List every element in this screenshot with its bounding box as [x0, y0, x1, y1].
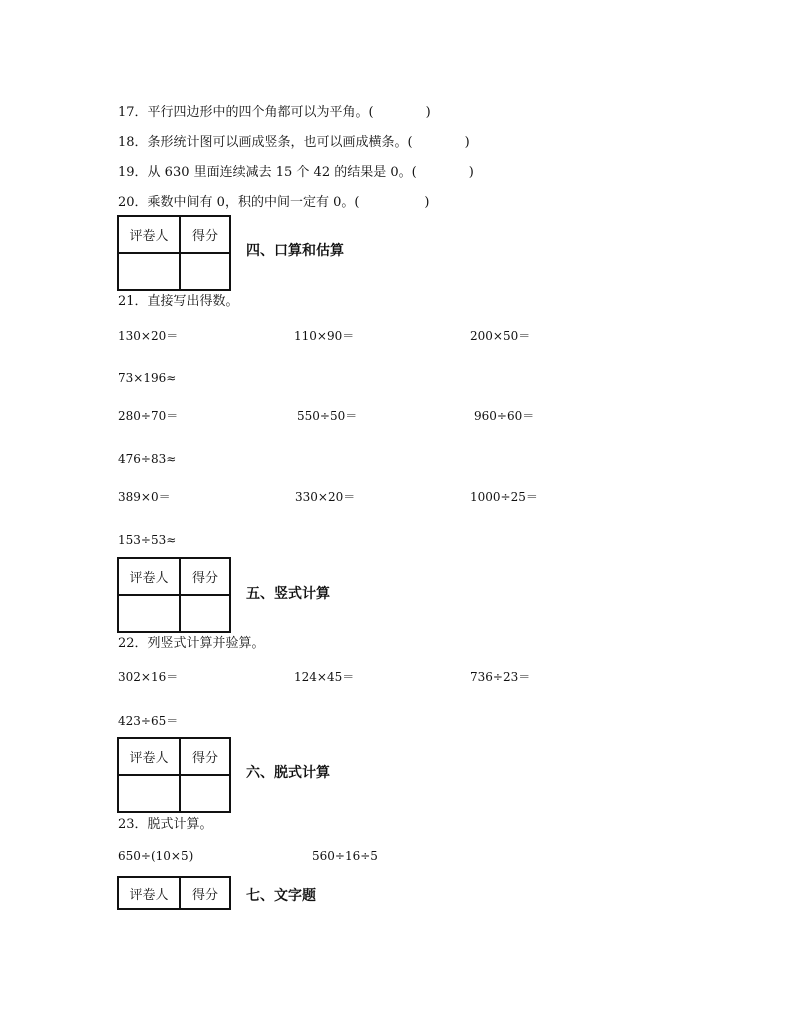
score-box-5 — [117, 557, 231, 633]
q23-expr: 650÷(10×5) — [118, 849, 194, 863]
q21-expr: 153÷53≈ — [118, 533, 177, 547]
score-label: 得分 — [180, 738, 230, 775]
reviewer-label: 评卷人 — [118, 877, 180, 909]
score-label: 得分 — [180, 877, 230, 909]
reviewer-label: 评卷人 — [118, 216, 180, 253]
question-18: 18．条形统计图可以画成竖条，也可以画成横条。( ) — [118, 135, 470, 150]
q21-expr: 110×90＝ — [294, 329, 355, 343]
question-21-title: 21．直接写出得数。 — [118, 294, 239, 309]
q22-expr: 423÷65＝ — [118, 714, 179, 728]
score-label: 得分 — [180, 216, 230, 253]
section-4-title: 四、口算和估算 — [246, 243, 344, 259]
q21-expr: 130×20＝ — [118, 329, 179, 343]
q22-expr: 736÷23＝ — [470, 670, 531, 684]
q21-expr: 280÷70＝ — [118, 409, 179, 423]
q21-expr: 550÷50＝ — [297, 409, 358, 423]
section-5-title: 五、竖式计算 — [246, 586, 330, 602]
score-box-6 — [117, 737, 231, 813]
score-label: 得分 — [180, 558, 230, 595]
reviewer-cell[interactable] — [118, 253, 180, 290]
q21-expr: 960÷60＝ — [474, 409, 535, 423]
reviewer-label: 评卷人 — [118, 558, 180, 595]
score-box-7 — [117, 876, 231, 910]
question-20: 20．乘数中间有 0，积的中间一定有 0。( ) — [118, 195, 430, 210]
q21-expr: 200×50＝ — [470, 329, 531, 343]
question-19: 19．从 630 里面连续减去 15 个 42 的结果是 0。( ) — [118, 165, 474, 180]
score-cell[interactable] — [180, 775, 230, 812]
score-cell[interactable] — [180, 595, 230, 632]
q23-expr: 560÷16÷5 — [312, 849, 378, 863]
q21-expr: 330×20＝ — [295, 490, 356, 504]
section-6-title: 六、脱式计算 — [246, 765, 330, 781]
question-22-title: 22．列竖式计算并验算。 — [118, 636, 265, 651]
section-7-title: 七、文字题 — [246, 888, 316, 904]
q21-expr: 73×196≈ — [118, 371, 177, 385]
q22-expr: 302×16＝ — [118, 670, 179, 684]
score-cell[interactable] — [180, 253, 230, 290]
score-box-4 — [117, 215, 231, 291]
reviewer-label: 评卷人 — [118, 738, 180, 775]
question-23-title: 23．脱式计算。 — [118, 817, 213, 832]
q22-expr: 124×45＝ — [294, 670, 355, 684]
q21-expr: 1000÷25＝ — [470, 490, 538, 504]
q21-expr: 389×0＝ — [118, 490, 171, 504]
reviewer-cell[interactable] — [118, 775, 180, 812]
question-17: 17．平行四边形中的四个角都可以为平角。( ) — [118, 105, 431, 120]
reviewer-cell[interactable] — [118, 595, 180, 632]
q21-expr: 476÷83≈ — [118, 452, 177, 466]
